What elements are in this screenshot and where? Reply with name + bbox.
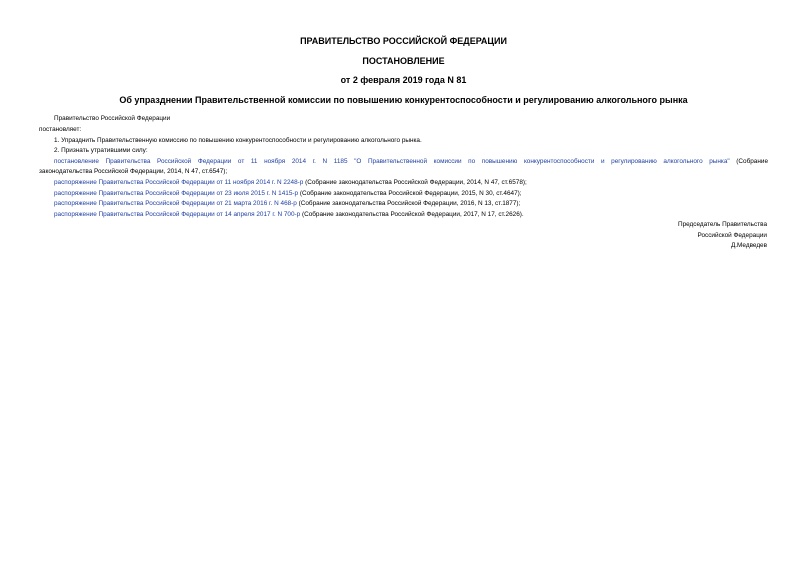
decides-text: постановляет: <box>39 126 82 133</box>
act-4 <box>54 200 520 208</box>
document-type: ПОСТАНОВЛЕНИЕ <box>362 56 445 66</box>
act-1-link[interactable]: постановление Правительства Российской Федерации от 11 ноября 2014 г. N 1185 "О Правительственной комиссии по повышению конкурентоспособности и регулированию алкогольного рынка" <box>54 158 730 165</box>
government-heading: ПРАВИТЕЛЬСТВО РОССИЙСКОЙ ФЕДЕРАЦИИ <box>300 36 507 46</box>
act-1-tail-2: законодательства Российской Федерации, 2014, N 47, ст.6547); <box>39 168 228 175</box>
signature-name: Д.Медведев <box>730 242 767 249</box>
act-2-link[interactable]: распоряжение Правительства Российской Федерации от 11 ноября 2014 г. N 2248-р <box>54 179 304 186</box>
act-5-tail: (Собрание законодательства Российской Федерации, 2017, N 17, ст.2626). <box>300 211 524 218</box>
signature-position-1: Председатель Правительства <box>678 221 767 228</box>
item-1: 1. Упразднить Правительственную комиссию по повышению конкурентоспособности и регулированию алкогольного рынка. <box>54 137 422 144</box>
act-5-link[interactable]: распоряжение Правительства Российской Федерации от 14 апреля 2017 г. N 700-р <box>54 211 301 218</box>
document-title: Об упразднении Правительственной комиссии по повышению конкурентоспособности и регулированию алкогольного рынка <box>119 95 688 105</box>
act-4-link[interactable]: распоряжение Правительства Российской Федерации от 21 марта 2016 г. N 468-р <box>54 200 297 207</box>
act-2 <box>54 179 527 187</box>
signature-position-2: Российской Федерации <box>697 232 767 239</box>
act-5 <box>54 211 524 219</box>
item-2: 2. Признать утратившими силу: <box>54 147 148 154</box>
act-3-tail: (Собрание законодательства Российской Федерации, 2015, N 30, ст.4647); <box>298 190 522 197</box>
act-3 <box>54 190 522 198</box>
intro-text: Правительство Российской Федерации <box>54 115 171 122</box>
act-4-tail: (Собрание законодательства Российской Федерации, 2016, N 13, ст.1877); <box>296 200 521 207</box>
act-2-tail: (Собрание законодательства Российской Федерации, 2014, N 47, ст.6578); <box>303 179 527 186</box>
document-date-number: от 2 февраля 2019 года N 81 <box>340 75 467 85</box>
act-1-line-1 <box>39 158 768 166</box>
act-3-link[interactable]: распоряжение Правительства Российской Федерации от 23 июля 2015 г. N 1415-р <box>54 190 299 197</box>
act-1-tail-1: (Собрание <box>736 158 769 165</box>
